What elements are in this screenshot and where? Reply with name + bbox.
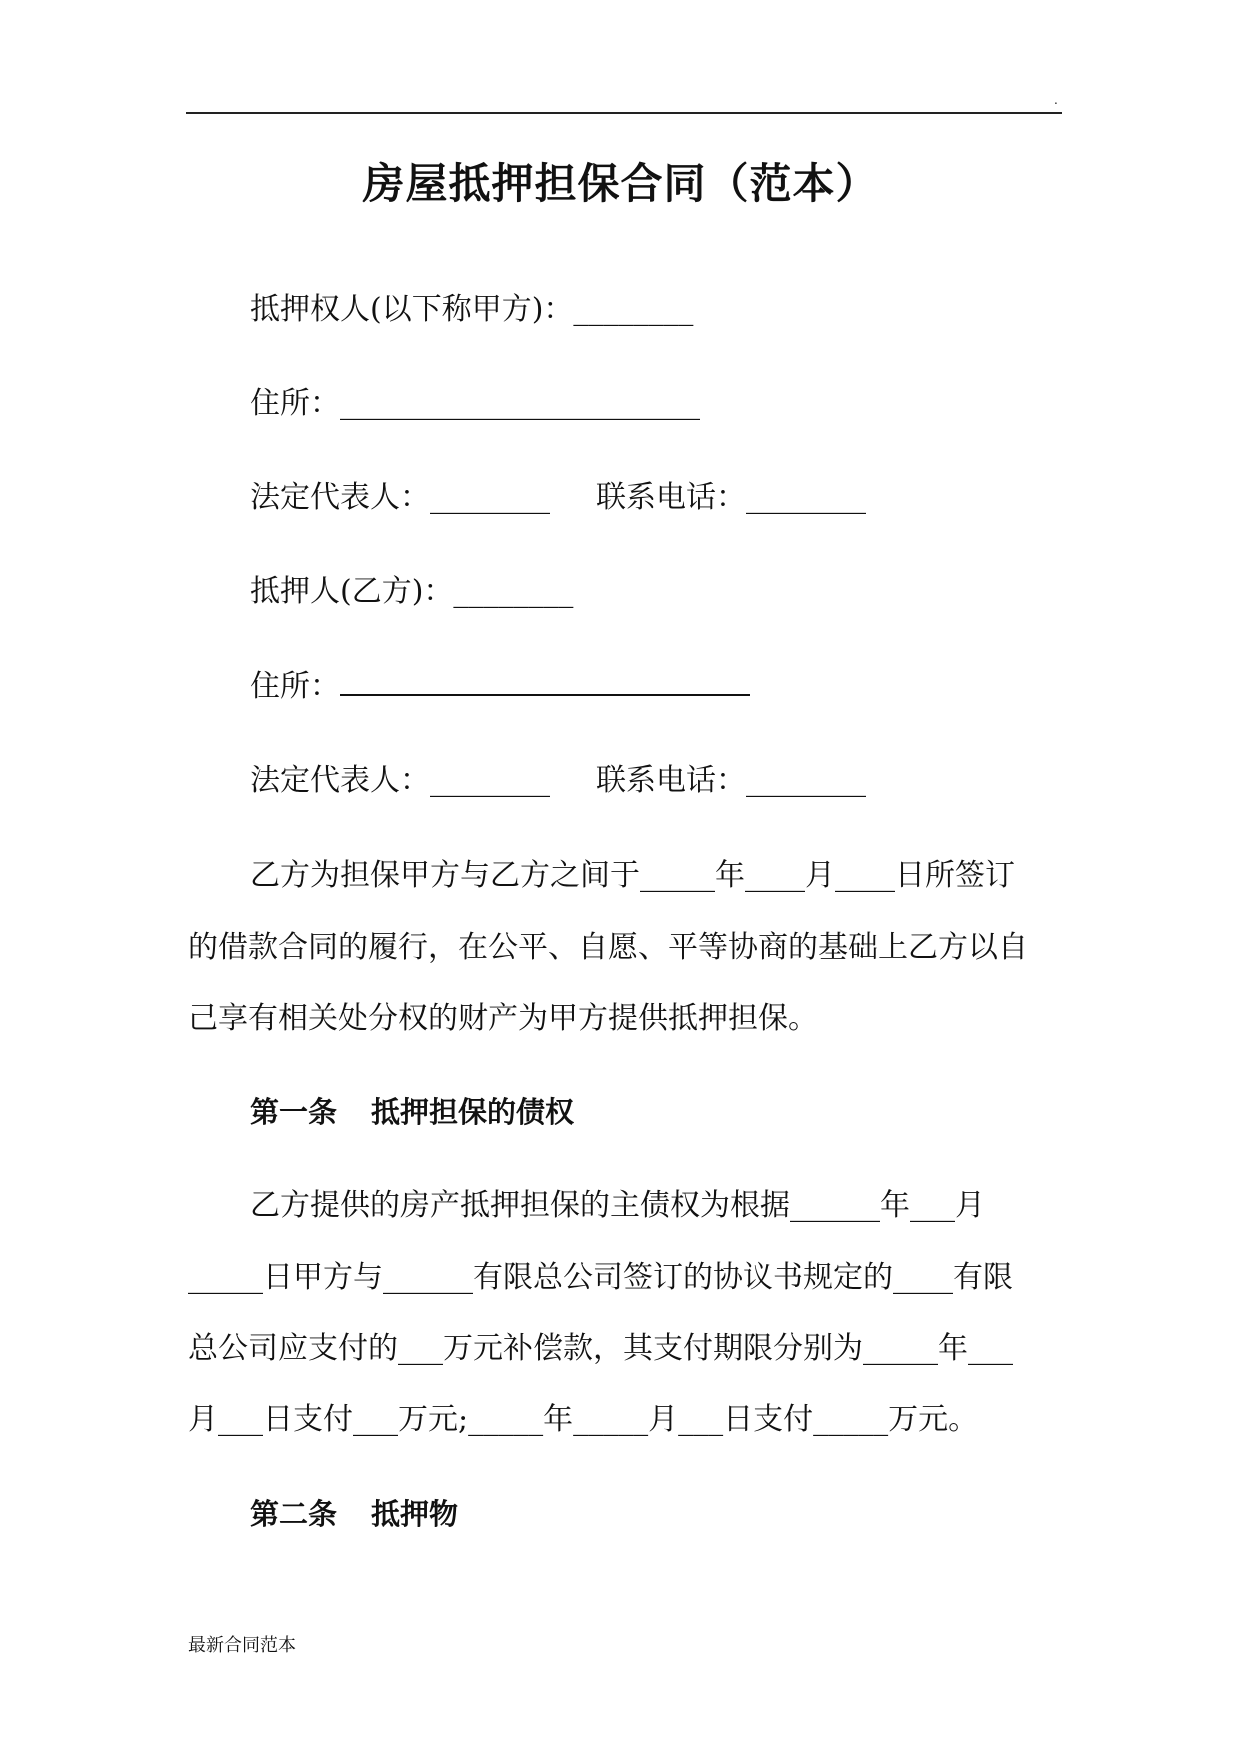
phone2-label: 联系电话：	[596, 763, 746, 798]
mortgagor-blank: ________	[453, 574, 574, 609]
mortgagee-label: 抵押权人(以下称甲方)：	[250, 292, 574, 327]
article1-line-3: 总公司应支付的___万元补偿款，其支付期限分别为_____年___	[188, 1331, 1013, 1366]
article2-title: 抵押物	[371, 1497, 459, 1531]
address1-label: 住所：	[250, 386, 340, 421]
phone1-blank: ________	[746, 480, 866, 515]
rep2-label: 法定代表人：	[250, 763, 430, 798]
header-dot: .	[1054, 93, 1058, 107]
address1-line	[250, 384, 700, 424]
article1-title: 抵押担保的债权	[371, 1095, 575, 1129]
article1-heading	[250, 1092, 574, 1132]
phone2-blank: ________	[746, 763, 866, 798]
mortgagor-label: 抵押人(乙方)：	[250, 574, 454, 609]
article1-line-1: 乙方提供的房产抵押担保的主债权为根据______年___月	[250, 1188, 985, 1223]
mortgagee-blank: ________	[573, 292, 694, 327]
preamble-line-1: 乙方为担保甲方与乙方之间于_____年____月____日所签订	[250, 858, 1015, 893]
rep1-blank: ________	[430, 480, 550, 515]
article1-number: 第一条	[250, 1095, 338, 1129]
rep2-line	[250, 761, 866, 801]
article1-line-2: _____日甲方与______有限总公司签订的协议书规定的____有限	[188, 1260, 1013, 1295]
header-rule	[186, 112, 1062, 114]
phone1-label: 联系电话：	[596, 480, 746, 515]
rep2-blank: ________	[430, 763, 550, 798]
address2-line	[250, 667, 750, 707]
address2-label: 住所：	[250, 669, 340, 704]
address1-blank: ________________________	[340, 386, 700, 421]
document-title: 房屋抵押担保合同（范本）	[362, 159, 879, 208]
preamble-line-2: 的借款合同的履行，在公平、自愿、平等协商的基础上乙方以自	[188, 930, 1028, 965]
mortgagee-line	[250, 290, 693, 330]
rep1-line	[250, 478, 866, 518]
article1-line-4: 月___日支付___万元;_____年_____月___日支付_____万元。	[188, 1402, 979, 1437]
article2-number: 第二条	[250, 1497, 338, 1531]
rep1-label: 法定代表人：	[250, 480, 430, 515]
address2-underline	[340, 668, 750, 696]
article2-heading	[250, 1494, 458, 1534]
preamble-line-3: 己享有相关处分权的财产为甲方提供抵押担保。	[188, 1001, 818, 1036]
page-footer: 最新合同范本	[188, 1635, 296, 1656]
mortgagor-line	[250, 572, 573, 612]
